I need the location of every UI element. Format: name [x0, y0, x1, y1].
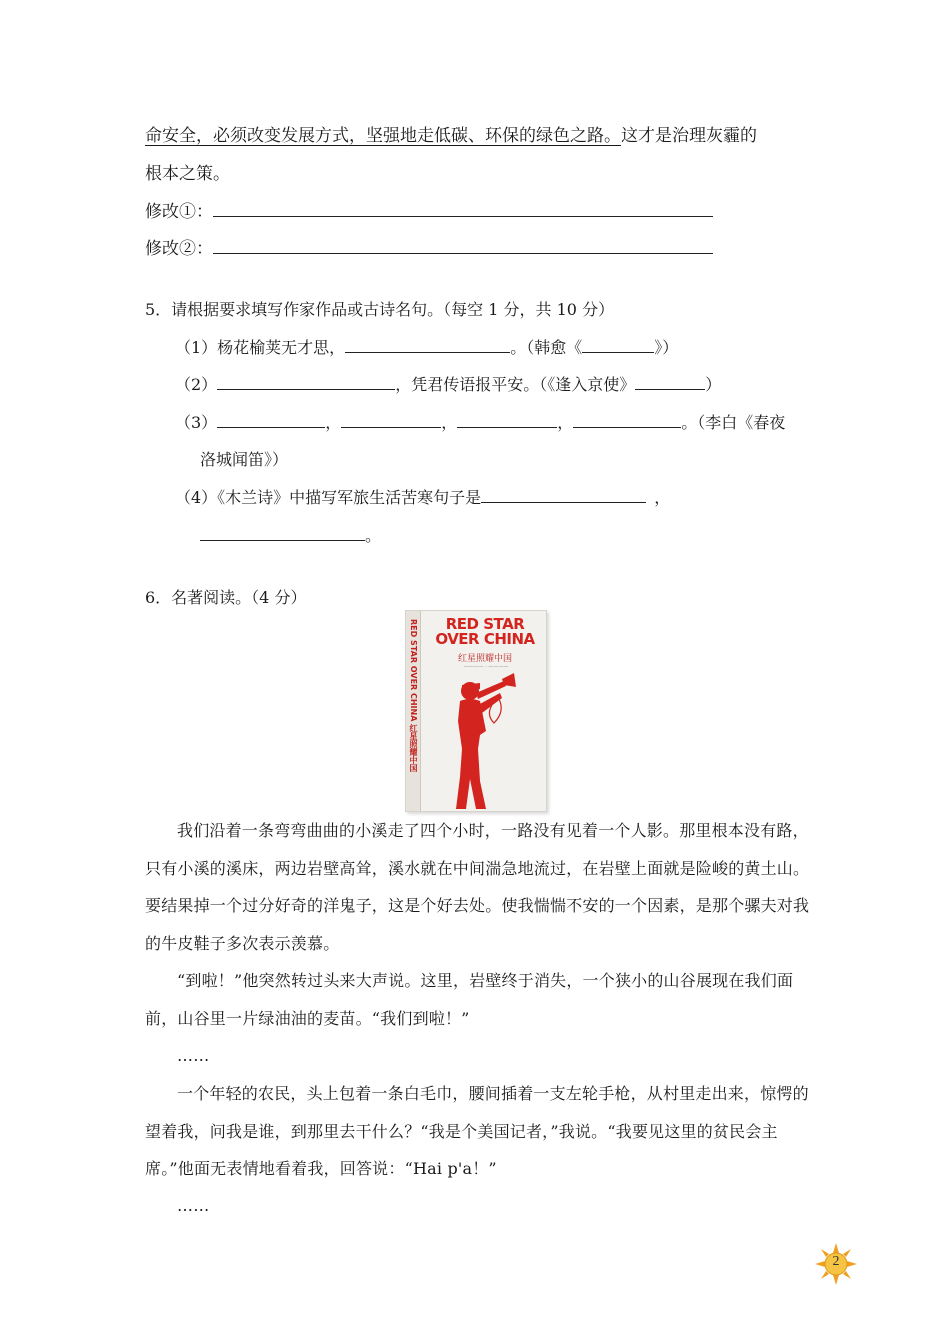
book-cover-title-line1: RED STAR — [445, 615, 525, 633]
q5-item2-text-a: （2） — [175, 375, 218, 394]
q6-ellipsis-1: …… — [177, 1046, 210, 1065]
q6-paragraph-3: 一个年轻的农民，头上包着一条白毛巾，腰间插着一支左轮手枪，从村里走出来，惊愕的望着我，问我是谁，到那里去干什么？“我是个美国记者，”我说。“我要见这里的贫民会主席。”他面无表情地看着我，回答说：“Hai p'a！” — [145, 1084, 809, 1178]
q5-item4-cont — [200, 523, 381, 546]
q5-item4 — [175, 485, 670, 508]
q6-paragraph-1: 我们沿着一条弯弯曲曲的小溪走了四个小时，一路没有见着一个人影。那里根本没有路，只有小溪的溪床，两边岩壁高耸，溪水就在中间湍急地流过，在岩壁上面就是险峻的黄土山。要结果掉一个过分好奇的洋鬼子，这是个好去处。使我惴惴不安的一个因素，是那个骡夫对我的牛皮鞋子多次表示羡慕。 — [145, 821, 810, 953]
q6-paragraph-2: “到啦！”他突然转过头来大声说。这里，岩壁终于消失，一个狭小的山谷展现在我们面前，山谷里一片绿油油的麦苗。“我们到啦！” — [145, 971, 794, 1028]
page-number-badge — [815, 1243, 857, 1285]
book-cover-title-cn: 红星照耀中国 — [457, 654, 512, 664]
q5-item3-text-a: （3） — [175, 413, 218, 432]
q4-fix1-row — [145, 197, 713, 222]
q4-underlined-sentence: 命安全，必须改变发展方式，坚强地走低碳、环保的绿色之路。 — [145, 126, 621, 146]
q4-fix2-blank[interactable] — [213, 239, 713, 254]
q5-item3-sep1: ， — [325, 413, 342, 432]
q4-line1-rest: 这才是治理灰霾的 — [621, 126, 757, 146]
q4-fix1-label: 修改①： — [145, 202, 213, 222]
q5-item4-blank1[interactable] — [481, 488, 646, 503]
q5-item3-blank3[interactable] — [457, 413, 557, 428]
q4-fix1-blank[interactable] — [213, 202, 713, 217]
q5-item1-text-b: 。（韩愈《 — [510, 338, 583, 357]
q5-item1-blank1[interactable] — [345, 338, 510, 353]
q5-item2-blank2[interactable] — [635, 375, 705, 390]
q5-item2-blank1[interactable] — [217, 375, 395, 390]
q5-item2-text-b: ，凭君传语报平安。（《逢入京使》 — [395, 375, 636, 394]
bugler-silhouette-icon — [436, 671, 546, 811]
q5-heading: 5．请根据要求填写作家作品或古诗名句。（每空 1 分，共 10 分） — [145, 300, 615, 319]
book-cover-author-line: ———— · ———— — [463, 664, 509, 670]
q5-item2-text-c: ） — [705, 375, 722, 394]
book-spine-text: RED STAR OVER CHINA 红星照耀中国 — [409, 619, 418, 773]
q4-text-line1 — [145, 121, 757, 146]
q5-item1 — [175, 335, 678, 358]
q5-item3-cont: 洛城闻笛》） — [200, 450, 289, 469]
book-cover-title — [426, 617, 544, 647]
book-spine — [406, 611, 421, 811]
q4-fix2-row — [145, 234, 713, 259]
q4-text-line2: 根本之策。 — [145, 164, 230, 184]
book-cover-image — [405, 610, 547, 812]
q5-item1-text-c: 》） — [654, 338, 679, 357]
q5-item3-sep2: ， — [441, 413, 458, 432]
q5-item1-blank2[interactable] — [582, 338, 654, 353]
q5-item3 — [175, 410, 785, 433]
q5-item1-text-a: （1）杨花榆荚无才思， — [175, 338, 346, 357]
q5-item3-blank1[interactable] — [217, 413, 325, 428]
q5-item4-sep: ， — [654, 488, 671, 507]
book-cover-title-line2: OVER CHINA — [435, 630, 535, 648]
q5-item3-blank2[interactable] — [341, 413, 441, 428]
q6-ellipsis-2: …… — [177, 1196, 210, 1215]
q5-item3-blank4[interactable] — [573, 413, 681, 428]
q6-heading: 6．名著阅读。（4 分） — [145, 588, 307, 607]
q5-item2 — [175, 372, 721, 395]
q5-item4-end: 。 — [365, 526, 382, 545]
q5-item4-blank2[interactable] — [200, 526, 365, 541]
q4-fix2-label: 修改②： — [145, 239, 213, 259]
q5-item3-end: 。（李白《春夜 — [681, 413, 786, 432]
q5-item4-text-a: （4）《木兰诗》中描写军旅生活苦寒句子是 — [175, 488, 482, 507]
page-number: 2 — [832, 1254, 840, 1269]
q5-item3-sep3: ， — [557, 413, 574, 432]
